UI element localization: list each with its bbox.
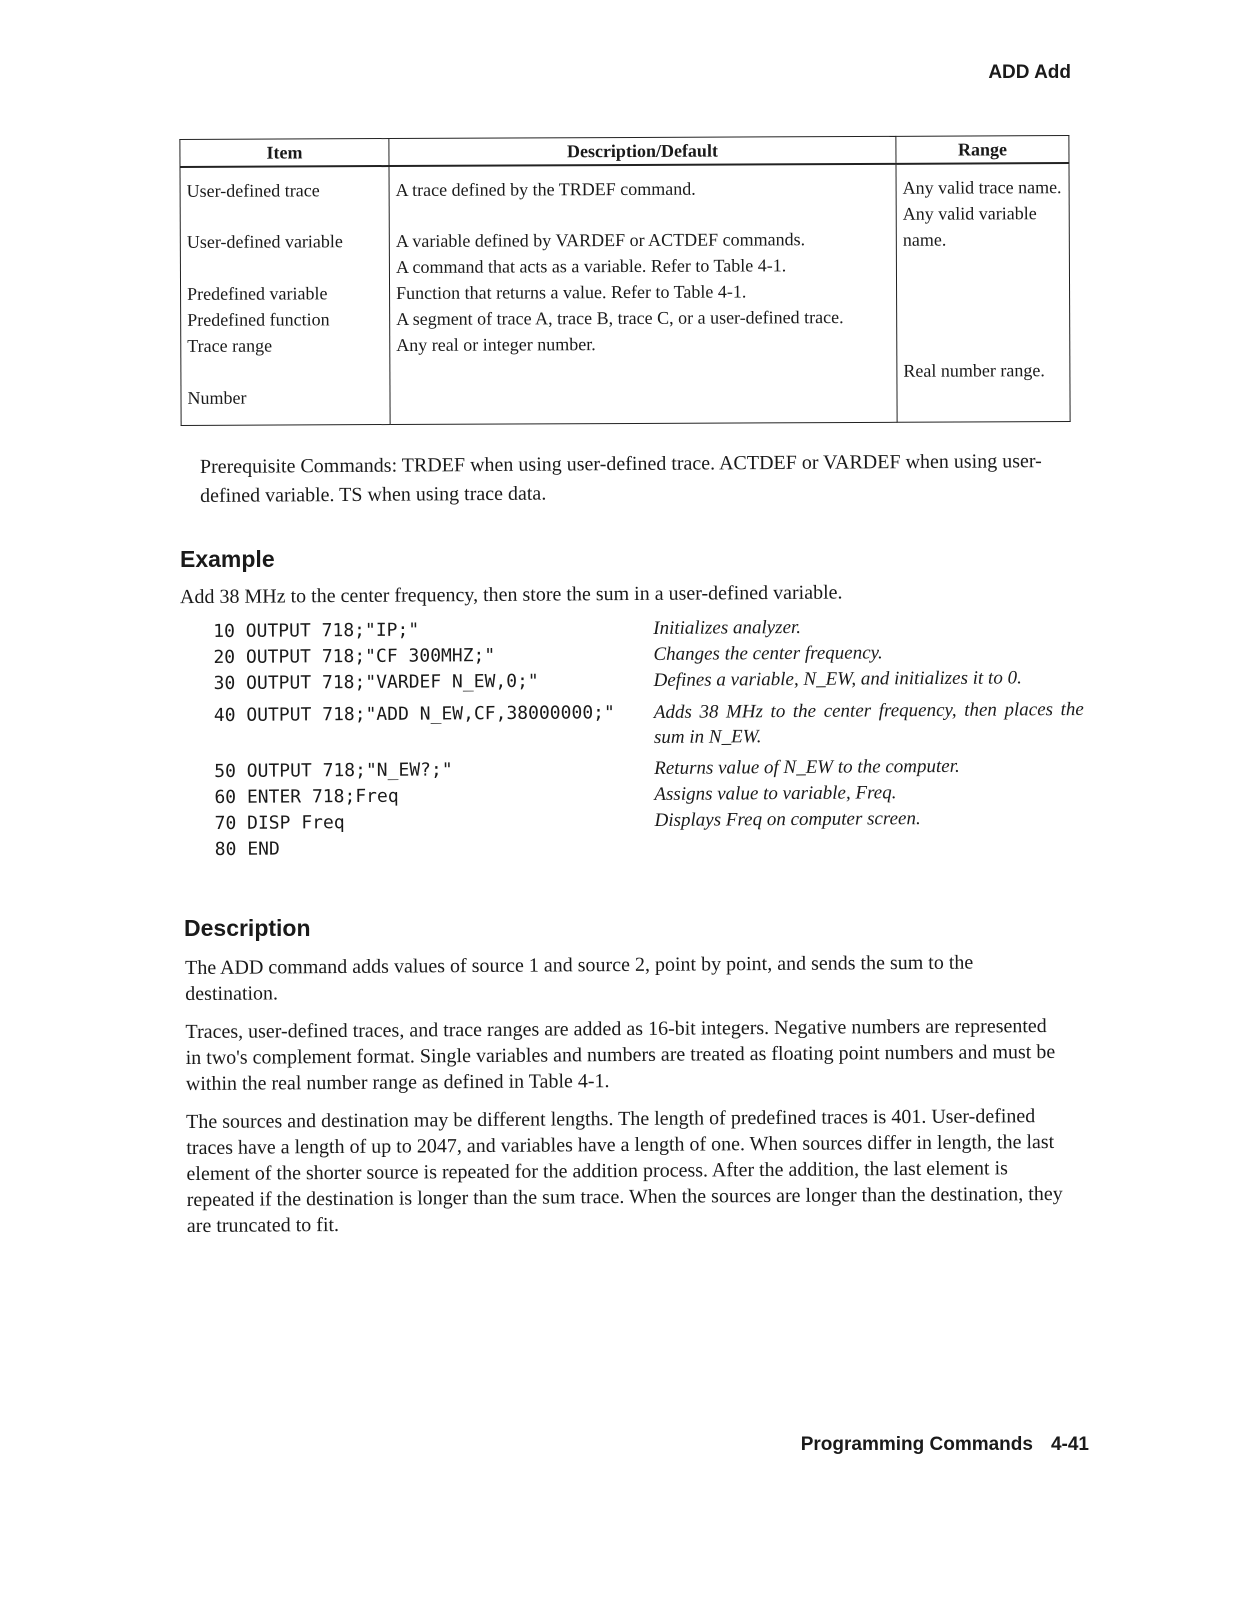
item-name: Predefined variable xyxy=(187,283,328,304)
parameter-table xyxy=(179,135,1070,426)
code-line: 50 OUTPUT 718;"N_EW?;" xyxy=(214,759,453,783)
description-body xyxy=(185,949,1063,1251)
item-name: User-defined variable xyxy=(186,231,343,252)
description-column-header: Description/Default xyxy=(389,136,896,166)
description-paragraph: Traces, user-defined traces, and trace ranges are added as 16-bit integers. Negative numbers are represented in two's complement format. Single variables and numbers are treated as floating point numbers and must be within the real number range as defined in Table 4-1. xyxy=(185,1015,1056,1096)
item-description: A trace defined by the TRDEF command. xyxy=(395,178,696,200)
example-intro: Add 38 MHz to the center frequency, then store the sum in a user-defined variable. xyxy=(179,581,843,609)
code-comment: Adds 38 MHz to the center frequency, then places the sum in N_EW. xyxy=(653,698,1084,748)
item-description: A variable defined by VARDEF or ACTDEF commands. xyxy=(395,229,806,251)
page-footer xyxy=(801,1434,1089,1456)
code-comment: Returns value of N_EW to the computer. xyxy=(654,755,960,779)
table-header-row xyxy=(180,136,1069,167)
code-comment: Initializes analyzer. xyxy=(653,616,802,639)
code-comment: Changes the center frequency. xyxy=(653,642,883,665)
code-comment xyxy=(655,831,1085,860)
running-head: ADD Add xyxy=(988,62,1071,83)
table-row xyxy=(180,163,1070,425)
prerequisite-commands: Prerequisite Commands: TRDEF when using user-defined trace. ACTDEF or VARDEF when using user-defined variable. TS when using trace data. xyxy=(199,450,1042,508)
item-range: Any valid variable name. xyxy=(902,203,1037,250)
code-line: 40 OUTPUT 718;"ADD N_EW,CF,38000000;" xyxy=(213,702,615,727)
item-name: Predefined function xyxy=(187,309,330,330)
item-range: Real number range. xyxy=(903,360,1045,381)
footer-section-title: Programming Commands xyxy=(800,1434,1033,1455)
code-line: 30 OUTPUT 718;"VARDEF N_EW,0;" xyxy=(213,670,539,695)
code-comment: Defines a variable, N_EW, and initializes it to 0. xyxy=(653,667,1022,691)
item-name: User-defined trace xyxy=(186,180,320,201)
range-column-header: Range xyxy=(896,136,1069,164)
program-line xyxy=(215,831,1085,863)
range-cell xyxy=(896,163,1070,422)
item-description: A command that acts as a variable. Refer to Table 4-1. xyxy=(395,255,787,277)
range-spacer xyxy=(903,252,1063,358)
item-description: Function that returns a value. Refer to Table 4-1. xyxy=(396,281,747,303)
code-comment: Displays Freq on computer screen. xyxy=(654,808,921,831)
code-comment: Assigns value to variable, Freq. xyxy=(654,782,897,805)
description-cell xyxy=(389,164,897,425)
item-cell xyxy=(180,166,390,425)
code-line: 20 OUTPUT 718;"CF 300MHZ;" xyxy=(213,645,496,669)
page-number: 4-41 xyxy=(1050,1434,1089,1455)
code-line: 70 DISP Freq xyxy=(214,812,345,835)
item-range: Any valid trace name. xyxy=(902,177,1062,198)
item-description: A segment of trace A, trace B, trace C, or a user-defined trace. xyxy=(396,307,844,329)
description-paragraph: The sources and destination may be different lengths. The length of predefined traces is 401. User-defined traces have a length of up to 2047, and variables have a length of one. When sources differ in length, the last element of the shorter source is repeated for the addition process. After the addition, the last element is repeated if the destination is longer than the sum trace. When the sources are longer than the destination, they are truncated to fit. xyxy=(186,1105,1063,1238)
code-line: 10 OUTPUT 718;"IP;" xyxy=(213,619,420,643)
code-line: 80 END xyxy=(214,838,280,861)
item-column-header: Item xyxy=(180,139,389,167)
item-name: Trace range xyxy=(187,335,273,356)
item-name: Number xyxy=(187,387,247,408)
item-description: Any real or integer number. xyxy=(396,334,596,355)
program-line xyxy=(214,665,1084,697)
example-heading: Example xyxy=(180,546,275,572)
description-paragraph: The ADD command adds values of source 1 and source 2, point by point, and sends the sum to the destination. xyxy=(184,951,974,1006)
description-heading: Description xyxy=(184,915,311,941)
code-line: 60 ENTER 718;Freq xyxy=(214,785,399,809)
example-program xyxy=(213,613,1085,863)
program-line xyxy=(214,697,1084,753)
